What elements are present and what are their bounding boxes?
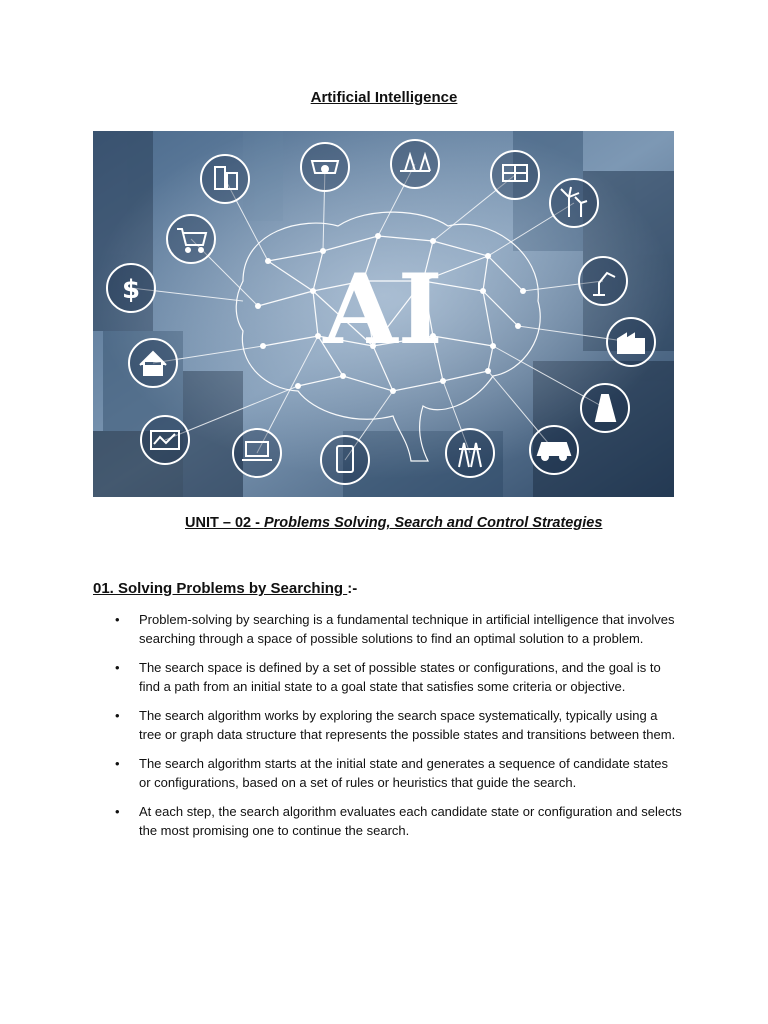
dollar-icon [107, 264, 155, 312]
list-item-text: The search algorithm starts at the initial state and generates a sequence of candidate states or configurations, based on a set of rules or heuristics that guide the search. [139, 756, 668, 790]
list-item [93, 658, 683, 696]
section-heading [93, 580, 357, 597]
list-item-text: Problem-solving by searching is a fundamental technique in artificial intelligence that involves searching through a space of possible solutions to find an optimal solution to a problem. [139, 612, 675, 646]
car-icon [530, 426, 578, 474]
bullet-marker: • [115, 756, 120, 771]
unit-heading [185, 515, 705, 531]
wind-turbine-icon [550, 179, 598, 227]
solar-panel-icon [491, 151, 539, 199]
list-item [93, 802, 683, 840]
section-heading-title: 01. Solving Problems by Searching [93, 580, 348, 597]
bullet-list [93, 610, 683, 850]
bullet-marker: • [115, 612, 120, 627]
list-item [93, 610, 683, 648]
building-icon [201, 155, 249, 203]
document-title: Artificial Intelligence [310, 89, 458, 106]
bullet-marker: • [115, 708, 120, 723]
list-item-text: At each step, the search algorithm evaluates each candidate state or configuration and selects the most promising one to continue the search. [139, 804, 682, 838]
bridge-icon [391, 140, 439, 188]
home-icon [129, 339, 177, 387]
power-tower-icon [446, 429, 494, 477]
laptop-icon [233, 429, 281, 477]
list-item-text: The search space is defined by a set of possible states or configurations, and the goal is to find a path from an initial state to a goal state that satisfies some criteria or objective. [139, 660, 661, 694]
ai-center-text: AI [323, 253, 443, 366]
shopping-cart-icon [167, 215, 215, 263]
list-item-text: The search algorithm works by exploring the search space systematically, typically using a tree or graph data structure that represents the possible states and transitions between them. [139, 708, 676, 742]
section-heading-suffix: :- [347, 580, 358, 597]
unit-prefix: UNIT – 02 - [185, 515, 264, 531]
bullet-marker: • [115, 660, 120, 675]
road-icon [581, 384, 629, 432]
unit-subtitle: Problems Solving, Search and Control Strategies [263, 515, 603, 531]
svg-text:$: $ [121, 275, 141, 305]
list-item [93, 754, 683, 792]
factory-icon [607, 318, 655, 366]
bullet-marker: • [115, 804, 120, 819]
tablet-icon [321, 436, 369, 484]
list-item [93, 706, 683, 744]
cctv-camera-icon [301, 143, 349, 191]
ai-hero-image [93, 131, 674, 497]
monitor-chart-icon [141, 416, 189, 464]
robot-arm-icon [579, 257, 627, 305]
